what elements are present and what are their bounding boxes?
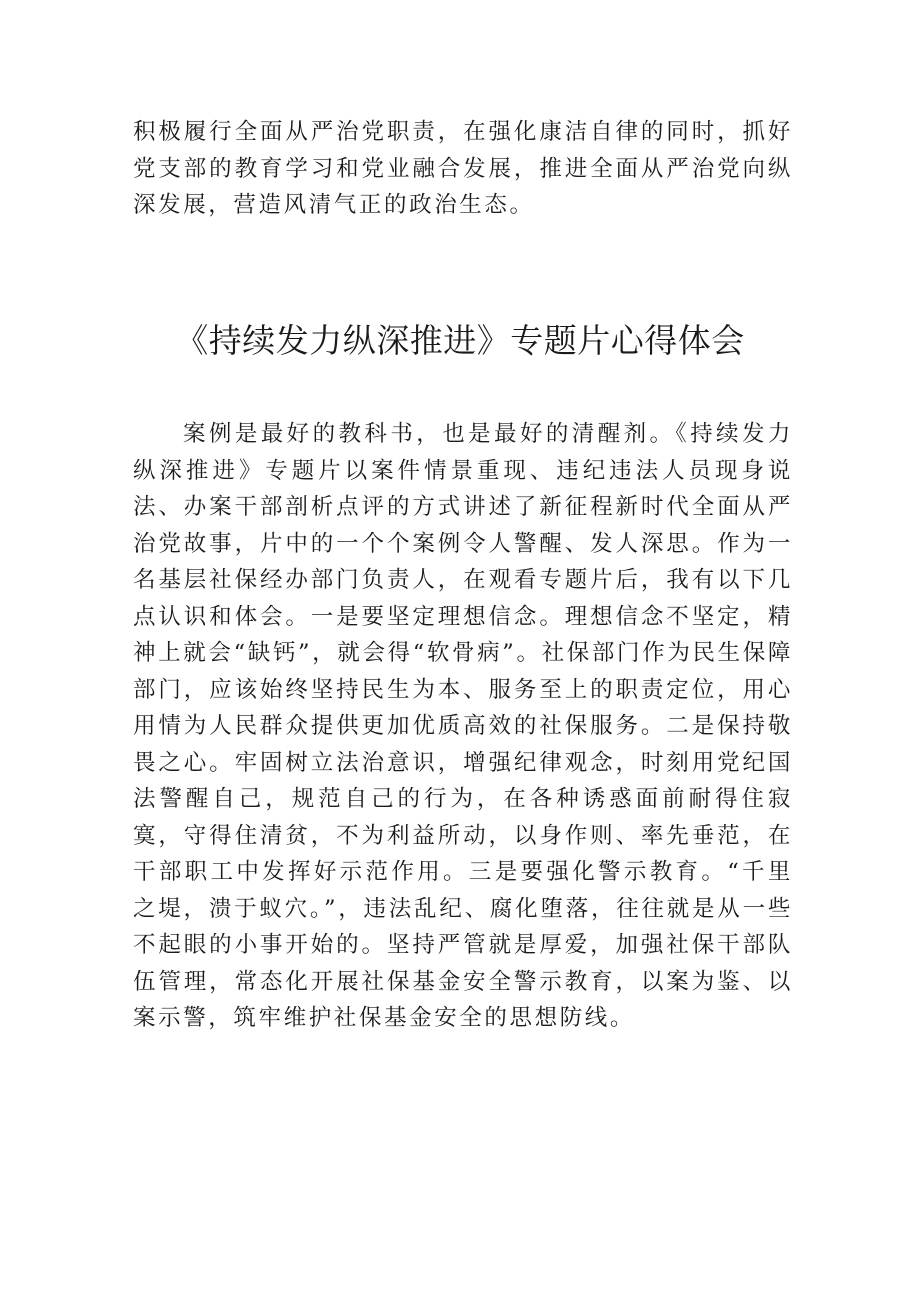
body-paragraph: 案例是最好的教科书，也是最好的清醒剂。《持续发力纵深推进》专题片以案件情景重现、违纪违法人员现身说法、办案干部剖析点评的方式讲述了新征程新时代全面从严治党故事，片中的一个个案例令人警醒、发人深思。作为一名基层社保经办部门负责人，在观看专题片后，我有以下几点认识和体会。一是要坚定理想信念。理想信念不坚定，精神上就会“缺钙”，就会得“软骨病”。社保部门作为民生保障部门，应该始终坚持民生为本、服务至上的职责定位，用心用情为人民群众提供更加优质高效的社保服务。二是保持敬畏之心。牢固树立法治意识，增强纪律观念，时刻用党纪国法警醒自己，规范自己的行为，在各种诱惑面前耐得住寂寞，守得住清贫，不为利益所动，以身作则、率先垂范，在干部职工中发挥好示范作用。三是要强化警示教育。“千里之堤，溃于蚁穴。”，违法乱纪、腐化堕落，往往就是从一些不起眼的小事开始的。坚持严管就是厚爱，加强社保干部队伍管理，常态化开展社保基金安全警示教育，以案为鉴、以案示警，筑牢维护社保基金安全的思想防线。 xyxy=(133,421,793,1031)
intro-paragraph: 积极履行全面从严治党职责，在强化康洁自律的同时，抓好党支部的教育学习和党业融合发展，推进全面从严治党向纵深发展，营造风清气正的政治生态。 xyxy=(133,119,793,218)
document-title: 《持续发力纵深推进》专题片心得体会 xyxy=(175,321,745,360)
